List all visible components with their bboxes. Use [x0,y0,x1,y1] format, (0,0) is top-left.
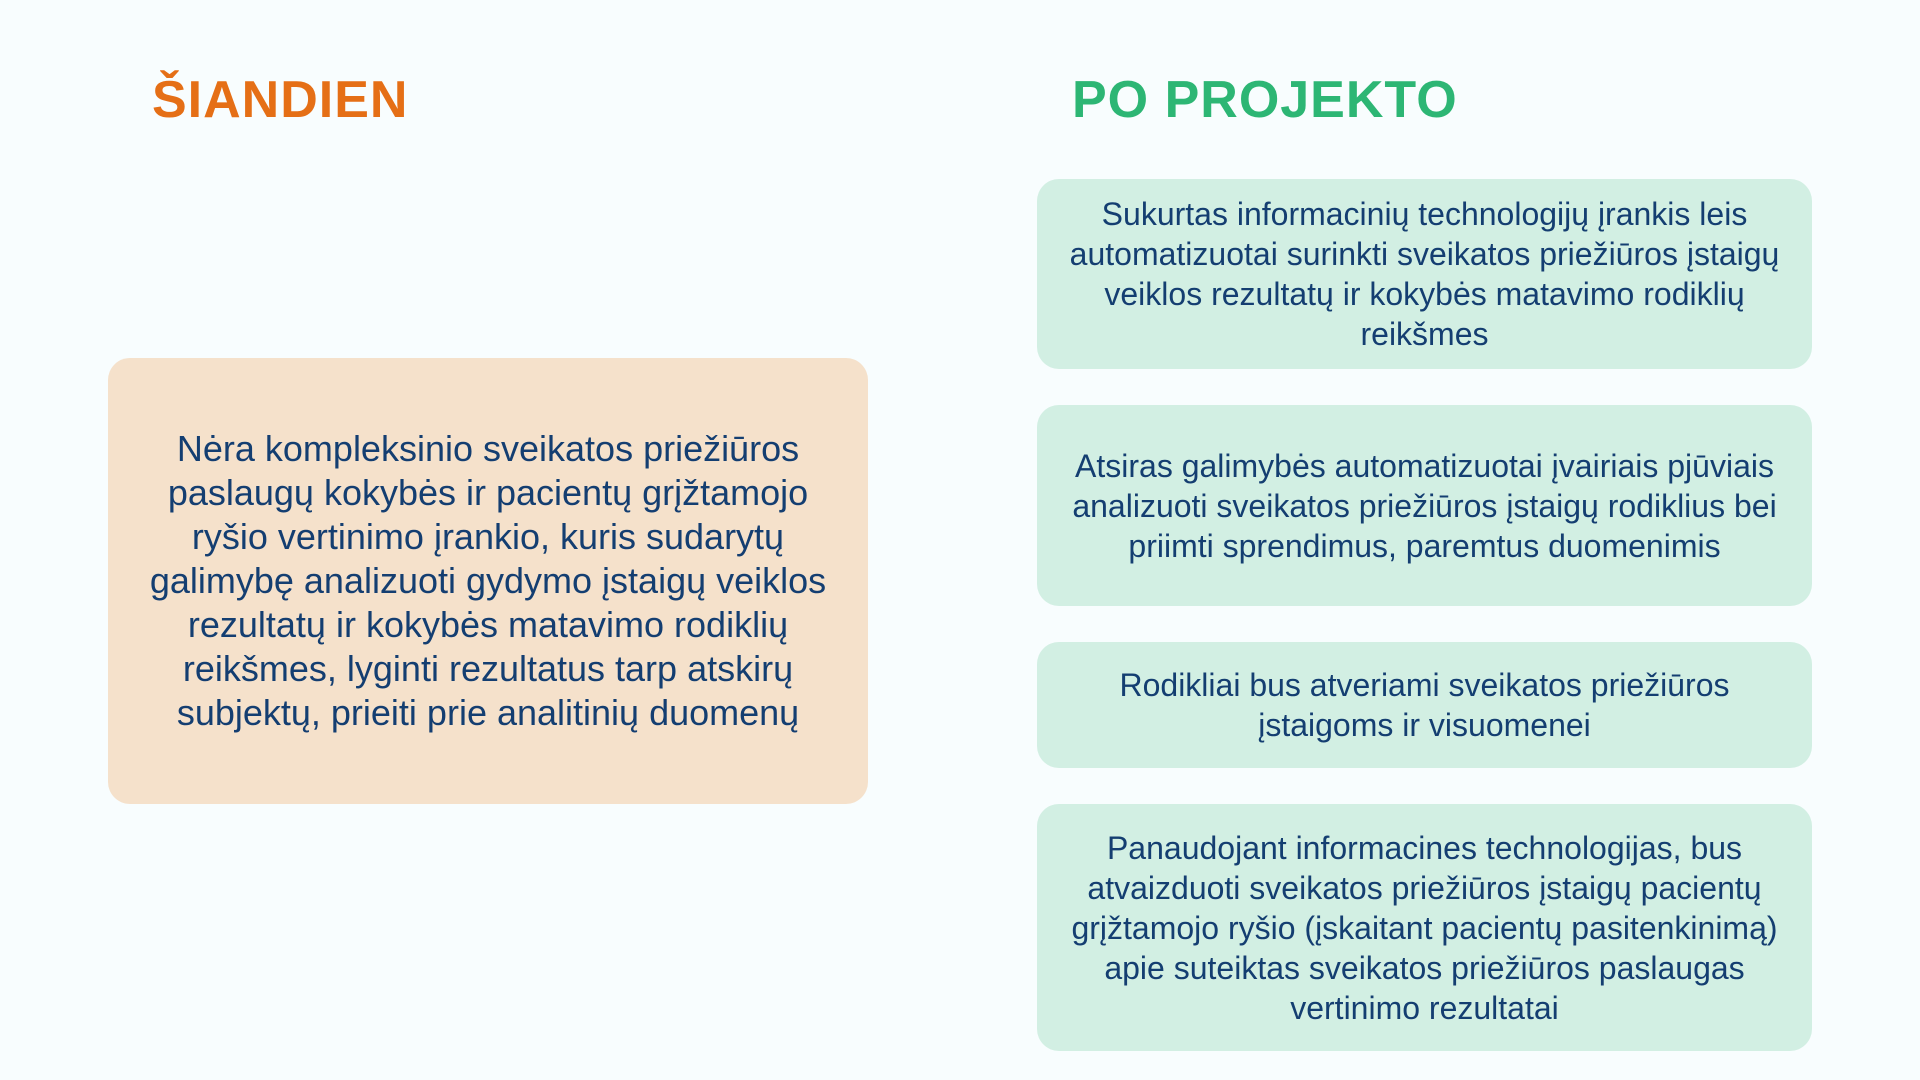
outcome-card-2 [1037,405,1812,606]
current-state-card [108,358,868,804]
today-heading: ŠIANDIEN [152,71,409,129]
outcome-text-3: Rodikliai bus atveriami sveikatos priežiūros įstaigoms ir visuomenei [1119,667,1730,743]
outcome-text-2: Atsiras galimybės automatizuotai įvairiais pjūviais analizuoti sveikatos priežiūros įstaigų rodiklius bei priimti sprendimus, paremtus duomenimis [1072,447,1777,564]
outcome-card-3 [1037,642,1812,768]
outcome-card-1 [1037,179,1812,369]
outcome-card-4 [1037,804,1812,1051]
outcome-text-4: Panaudojant informacines technologijas, bus atvaizduoti sveikatos priežiūros įstaigų pacientų grįžtamojo ryšio (įskaitant pacientų pasitenkinimą) apie suteiktas sveikatos priežiūros paslaugas vertinimo rezultatai [1071,829,1778,1026]
outcome-text-1: Sukurtas informacinių technologijų įrankis leis automatizuotai surinkti sveikatos priežiūros įstaigų veiklos rezultatų ir kokybės matavimo rodiklių reikšmes [1069,196,1780,352]
after-project-heading: PO PROJEKTO [1072,71,1458,129]
current-state-text: Nėra kompleksinio sveikatos priežiūros paslaugų kokybės ir pacientų grįžtamojo ryšio vertinimo įrankio, kuris sudarytų galimybę analizuoti gydymo įstaigų veiklos rezultatų ir kokybės matavimo rodiklių reikšmes, lyginti rezultatus tarp atskirų subjektų, prieiti prie analitinių duomenų [149,428,827,733]
